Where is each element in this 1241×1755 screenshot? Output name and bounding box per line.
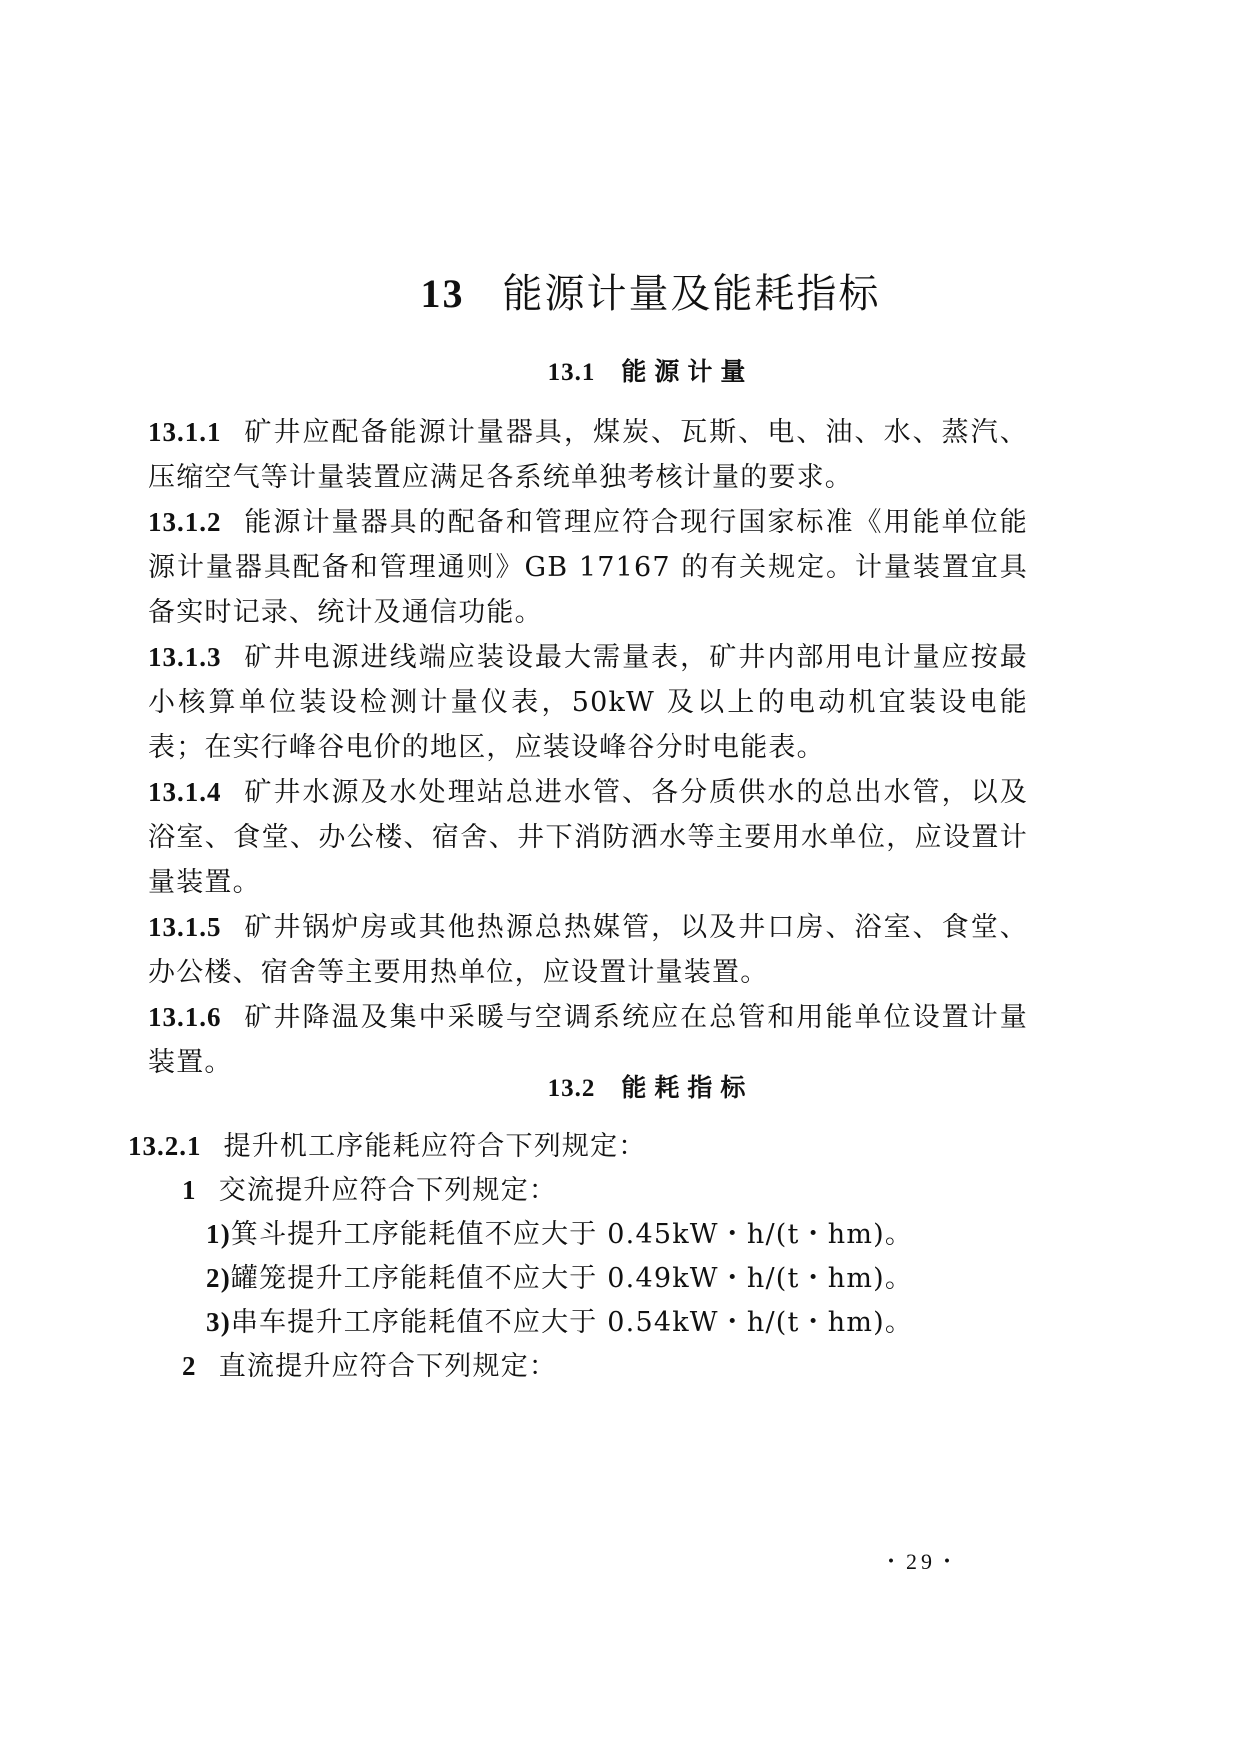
- clause-13-1-4: [148, 770, 1028, 905]
- clause-text: 矿井锅炉房或其他热源总热媒管，以及井口房、浴室、食堂、办公楼、宿舍等主要用热单位，应设置计量装置。: [148, 912, 1028, 988]
- clause-text: 能源计量器具的配备和管理应符合现行国家标准《用能单位能源计量器具配备和管理通则》GB 17167 的有关规定。计量装置宜具备实时记录、统计及通信功能。: [148, 507, 1028, 628]
- clause-13-1-2: [148, 500, 1028, 635]
- section-number: 13.1: [547, 359, 596, 386]
- clause-text: 提升机工序能耗应符合下列规定：: [223, 1131, 647, 1162]
- clause-text: 矿井应配备能源计量器具，煤炭、瓦斯、电、油、水、蒸汽、压缩空气等计量装置应满足各系统单独考核计量的要求。: [148, 417, 1028, 493]
- list-item-1: [182, 1168, 557, 1207]
- sub-number: 2): [206, 1263, 231, 1293]
- page-number: ・29・: [880, 1549, 963, 1574]
- clause-13-1-5: [148, 905, 1028, 995]
- clause-text: 矿井水源及水处理站总进水管、各分质供水的总出水管，以及浴室、食堂、办公楼、宿舍、井下消防洒水等主要用水单位，应设置计量装置。: [148, 777, 1028, 898]
- clause-13-2-1: [128, 1124, 647, 1163]
- sub-text: 罐笼提升工序能耗值不应大于 0.49kW・h/(t・hm)。: [230, 1263, 914, 1294]
- clause-number: 13.1.2: [148, 507, 222, 537]
- chapter-number: 13: [420, 271, 465, 316]
- clause-text: 矿井电源进线端应装设最大需量表，矿井内部用电计量应按最小核算单位装设检测计量仪表，50kW 及以上的电动机宜装设电能表；在实行峰谷电价的地区，应装设峰谷分时电能表。: [148, 642, 1028, 763]
- section-number: 13.2: [547, 1075, 596, 1102]
- clause-number: 13.1.3: [148, 642, 222, 672]
- chapter-title: [0, 262, 1241, 319]
- list-number: 2: [182, 1351, 197, 1381]
- sub-text: 箕斗提升工序能耗值不应大于 0.45kW・h/(t・hm)。: [230, 1219, 914, 1250]
- list-text: 直流提升应符合下列规定：: [218, 1351, 558, 1382]
- clause-number: 13.2.1: [128, 1131, 202, 1161]
- section-title-text: 能源计量: [621, 357, 754, 386]
- clause-number: 13.1.4: [148, 777, 222, 807]
- sub-text: 串车提升工序能耗值不应大于 0.54kW・h/(t・hm)。: [230, 1307, 914, 1338]
- section-title-13-1: [0, 352, 1241, 388]
- section-title-13-2: [0, 1068, 1241, 1104]
- clause-text: 矿井降温及集中采暖与空调系统应在总管和用能单位设置计量装置。: [148, 1002, 1028, 1078]
- sub-item-3: [206, 1300, 913, 1339]
- sub-number: 3): [206, 1307, 231, 1337]
- clause-number: 13.1.5: [148, 912, 222, 942]
- list-item-2: [182, 1344, 557, 1383]
- clause-number: 13.1.1: [148, 417, 222, 447]
- clause-13-1-1: [148, 410, 1028, 500]
- section-title-text: 能耗指标: [621, 1073, 754, 1102]
- sub-item-1: [206, 1212, 913, 1251]
- sub-number: 1): [206, 1219, 231, 1249]
- list-text: 交流提升应符合下列规定：: [218, 1175, 558, 1206]
- chapter-title-text: 能源计量及能耗指标: [502, 271, 881, 317]
- clause-13-1-3: [148, 635, 1028, 770]
- sub-item-2: [206, 1256, 913, 1295]
- list-number: 1: [182, 1175, 197, 1205]
- section-13-1-body: [148, 410, 1028, 1085]
- clause-number: 13.1.6: [148, 1002, 222, 1032]
